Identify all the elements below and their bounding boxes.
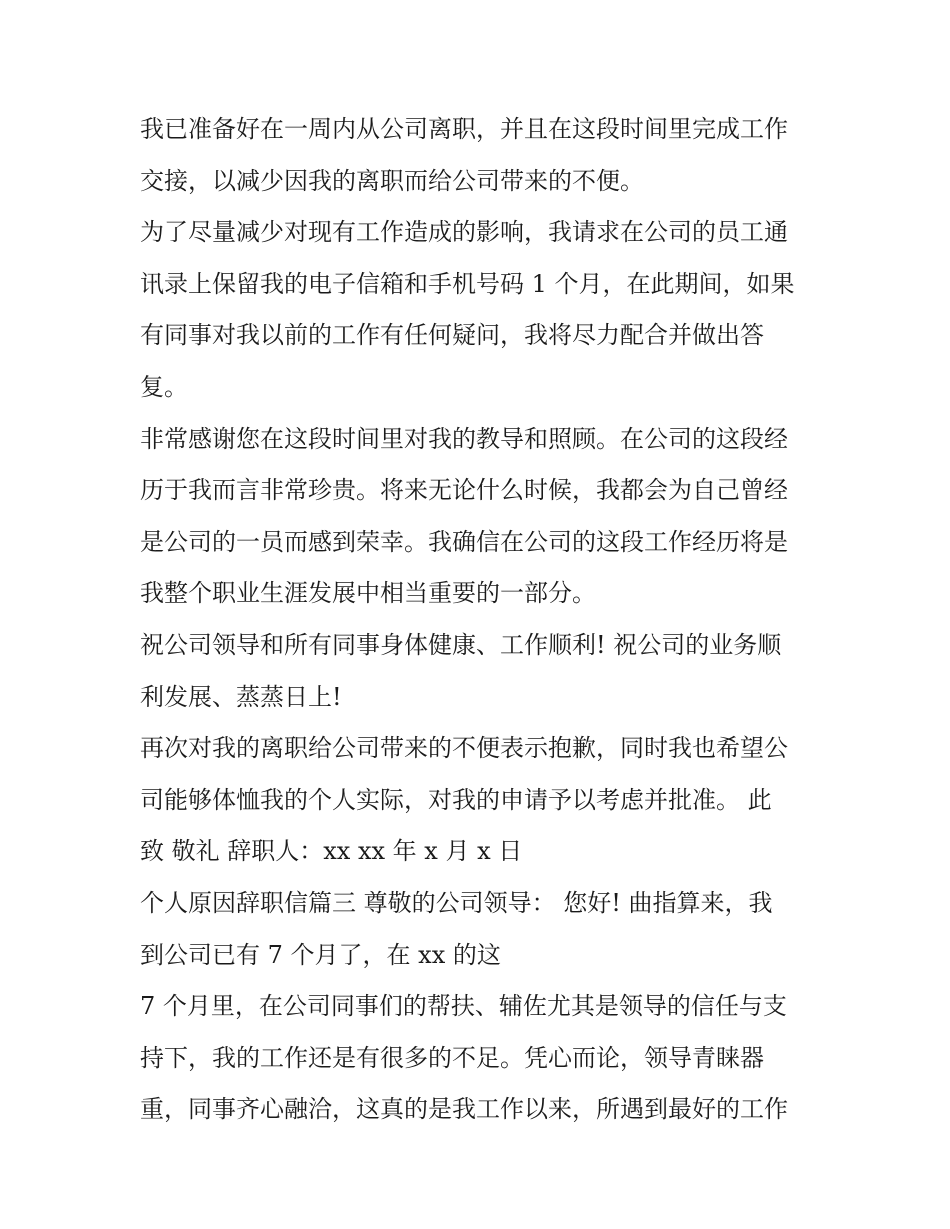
- document-body: [140, 104, 830, 1136]
- text-line: 非常感谢您在这段时间里对我的教导和照顾。在公司的这段经: [140, 424, 788, 453]
- text-line: 祝公司领导和所有同事身体健康、工作顺利! 祝公司的业务顺: [140, 630, 782, 659]
- text-line: 交接，以减少因我的离职而给公司带来的不便。: [140, 166, 644, 195]
- text-line: 是公司的一员而感到荣幸。我确信在公司的这段工作经历将是: [140, 527, 788, 556]
- text-line: 到公司已有 7 个月了，在 xx 的这: [140, 940, 501, 969]
- text-line: 司能够体恤我的个人实际，对我的申请予以考虑并批准。 此: [140, 785, 772, 814]
- text-line: 致 敬礼 辞职人：xx xx 年 x 月 x 日: [140, 837, 523, 866]
- text-line: 利发展、蒸蒸日上!: [140, 682, 342, 711]
- text-line: 有同事对我以前的工作有任何疑问，我将尽力配合并做出答: [140, 321, 764, 350]
- text-line: 复。: [140, 372, 188, 401]
- text-line: 为了尽量减少对现有工作造成的影响，我请求在公司的员工通: [140, 218, 788, 247]
- text-line: 再次对我的离职给公司带来的不便表示抱歉，同时我也希望公: [140, 734, 788, 763]
- text-line: 7 个月里，在公司同事们的帮扶、辅佐尤其是领导的信任与支: [140, 992, 787, 1021]
- text-line: 持下，我的工作还是有很多的不足。凭心而论，领导青睐器: [140, 1043, 764, 1072]
- text-line: 我已准备好在一周内从公司离职，并且在这段时间里完成工作: [140, 115, 788, 143]
- text-line: 我整个职业生涯发展中相当重要的一部分。: [140, 579, 596, 608]
- text-line: 个人原因辞职信篇三 尊敬的公司领导： 您好! 曲指算来，我: [140, 888, 773, 917]
- text-line: 历于我而言非常珍贵。将来无论什么时候，我都会为自己曾经: [140, 476, 788, 505]
- text-line: 讯录上保留我的电子信箱和手机号码 1 个月，在此期间，如果: [140, 269, 795, 298]
- text-line: 重，同事齐心融洽，这真的是我工作以来，所遇到最好的工作: [140, 1095, 788, 1124]
